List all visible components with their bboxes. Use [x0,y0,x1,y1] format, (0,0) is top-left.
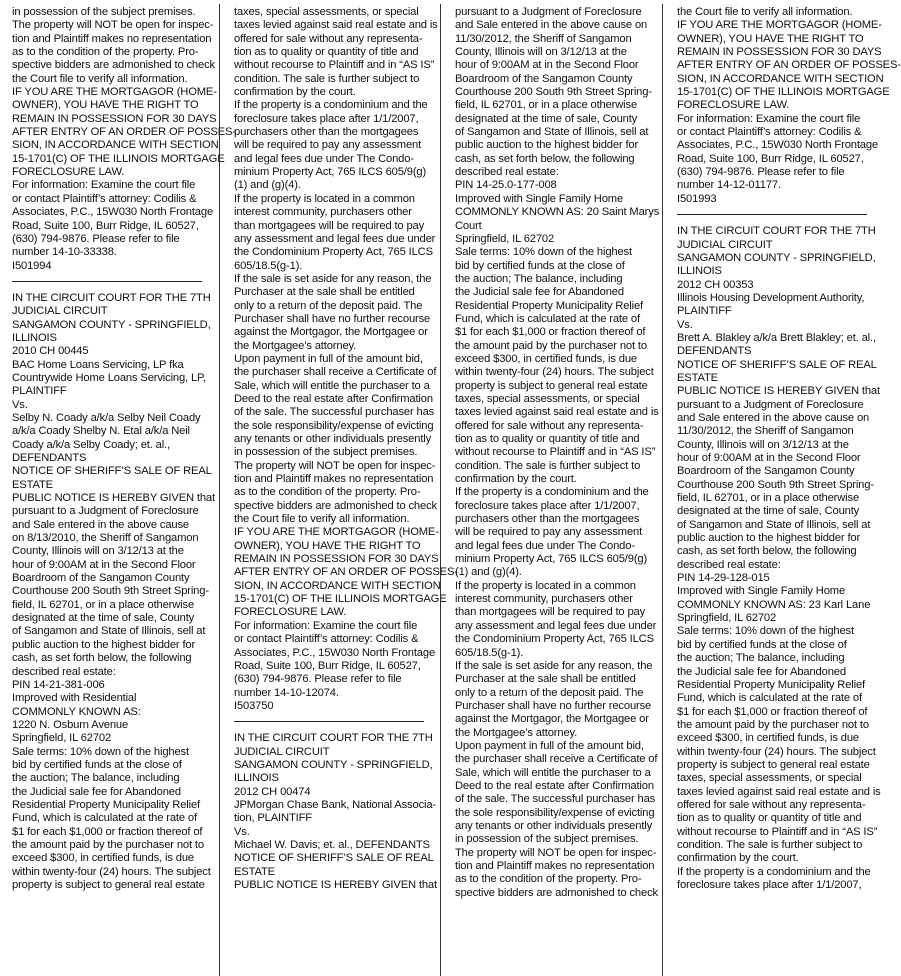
notice-text-line: IF YOU ARE THE MORTGAGOR (HOME- [677,19,882,32]
notice-text-line: If the property is located in a common [234,192,415,205]
notice-text-line: the Court file to verify all information. [12,72,188,85]
notice-text-line: Improved with Residential [12,692,137,705]
notice-text-line: PIN 14-29-128-015 [677,572,770,585]
notice-text-line: designated at the time of sale, County [12,612,195,625]
notice-text-line: 2010 CH 00445 [12,345,89,358]
notice-text-line: 1220 N. Osburn Avenue [12,718,129,731]
notice-text-line: JPMorgan Chase Bank, National Associa- [234,798,436,811]
notice-text-line: If the property is a condominium and the [455,486,649,499]
notice-text-line: REMAIN IN POSSESSION FOR 30 DAYS [234,553,439,566]
notice-text-line: in possession of the subject premises. [234,446,418,459]
notice-text-line: PLAINTIFF [12,385,67,398]
notice-text-line: as to the condition of the property. Pro- [455,873,642,886]
notice-text-line: spective bidders are admonished to check [455,886,658,899]
notice-text-line: condition. The sale is further subject to [677,838,863,851]
notice-text-line: Boardroom of the Sangamon County [677,465,855,478]
notice-separator [677,214,867,215]
column-3 [455,6,660,974]
notice-text-line: Coady a/k/a Selby Coady; et. al., [12,438,170,451]
notice-text-line: Road, Suite 100, Burr Ridge, IL 60527, [677,152,864,165]
notice-text-line: any tenants or other individuals presently [455,819,653,832]
notice-text-line: of Sangamon and State of Illinois, sell at [12,625,206,638]
notice-text-line: taxes, special assessments, or special [677,772,862,785]
notice-text-line: JUDICIAL CIRCUIT [677,238,773,251]
column-4 [677,6,901,974]
notice-text-line: DEFENDANTS [677,345,752,358]
notice-text-line: of Sangamon and State of Illinois, sell at [677,518,871,531]
notice-text-line: Road, Suite 100, Burr Ridge, IL 60527, [234,659,421,672]
notice-text-line: Boardroom of the Sangamon County [455,72,633,85]
notice-text-line: only to a return of the deposit paid. The [234,299,423,312]
notice-text-line: JUDICIAL CIRCUIT [12,305,108,318]
notice-text-line: For information: Examine the court file [677,112,861,125]
notice-text-line: Courthouse 200 South 9th Street Spring- [677,478,874,491]
notice-text-line: or contact Plaintiff’s attorney: Codilis & [234,633,419,646]
notice-text-line: the Condominium Property Act, 765 ILCS [234,246,433,259]
notice-text-line: number 14-10-12074. [234,686,339,699]
notice-text-line: the Court file to verify all information. [234,513,410,526]
notice-text-line: I501994 [12,259,52,272]
notice-text-line: hour of 9:00AM at in the Second Floor [677,452,861,464]
notice-text-line: OWNER), YOU HAVE THE RIGHT TO [234,539,421,552]
notice-text-line: Deed to the real estate after Confirmation [455,779,654,792]
notice-text-line: or contact Plaintiff’s attorney: Codilis & [677,126,862,139]
notice-text-line: If the property is a condominium and the [234,99,428,112]
notice-text-line: taxes, special assessments, or special [455,392,640,405]
notice-text-line: JUDICIAL CIRCUIT [234,745,330,758]
notice-text-line: tion and Plaintiff makes no representation [455,860,655,872]
notice-text-line: (630) 794-9876. Please refer to file [234,673,402,686]
notice-text-line: 605/18.5(g-1). [234,259,303,272]
notice-text-line: described real estate: [455,166,559,179]
notice-text-line: hour of 9:00AM at in the Second Floor [455,59,639,72]
notice-text-line: 2012 CH 00474 [234,785,311,798]
notice-text-line: minium Property Act, 765 ILCS 605/9(g) [234,166,427,179]
notice-text-line: than mortgagees will be required to pay [234,219,425,232]
notice-text-line: Fund, which is calculated at the rate of [12,812,197,825]
notice-text-line: tion as to quality or quantity of title and [677,812,862,825]
notice-text-line: described real estate: [12,665,116,678]
notice-text-line: ESTATE [677,371,718,384]
notice-text-line: Sale, which will entitle the purchaser to a [455,766,651,779]
notice-text-line: interest community, purchasers other [455,593,633,606]
notice-text-line: If the sale is set aside for any reason, the [234,272,432,285]
notice-text-line: IF YOU ARE THE MORTGAGOR (HOME- [234,526,439,539]
notice-text-line: (630) 794-9876. Please refer to file [677,166,845,179]
notice-text-line: 605/18.5(g-1). [455,646,524,659]
notice-text-line: Countrywide Home Loans Servicing, LP, [12,371,206,384]
notice-text-line: 15-1701(C) OF THE ILLINOIS MORTGAGE [234,593,447,606]
notice-text-line: IF YOU ARE THE MORTGAGOR (HOME- [12,86,217,99]
notice-text-line: condition. The sale is further subject to [455,459,641,472]
notice-text-line: (1) and (g)(4). [234,179,301,192]
notice-text-line: AFTER ENTRY OF AN ORDER OF POSSES- [12,126,236,139]
notice-text-line: offered for sale without any representa- [677,798,866,811]
notice-text-line: number 14-10-33338. [12,246,117,259]
notice-text-line: Fund, which is calculated at the rate of [677,692,862,705]
notice-text-line: in possession of the subject premises. [12,6,196,18]
notice-text-line: $1 for each $1,000 or fraction thereof of [455,326,646,339]
notice-text-line: Springfield, IL 62702 [12,732,112,745]
notice-text-line: the Mortgagee’s attorney. [234,339,357,352]
notice-text-line: the amount paid by the purchaser not to [677,718,869,731]
notice-text-line: the auction; The balance, including [12,772,180,785]
notice-text-line: PUBLIC NOTICE IS HEREBY GIVEN that [12,492,215,505]
notice-text-line: and Sale entered in the above cause [12,518,189,531]
notice-text-line: OWNER), YOU HAVE THE RIGHT TO [677,32,864,45]
notice-text-line: AFTER ENTRY OF AN ORDER OF POSSES- [677,59,901,72]
notice-text-line: pursuant to a Judgment of Foreclosure [677,398,864,411]
notice-text-line: 15-1701(C) OF THE ILLINOIS MORTGAGE [677,86,890,99]
notice-text-line: the auction; The balance, including [677,652,845,665]
notice-text-line: $1 for each $1,000 or fraction thereof of [12,825,203,838]
notice-text-line: of the sale. The successful purchaser has [234,406,435,419]
notice-text-line: property is subject to general real estate [12,879,205,891]
notice-text-line: within twenty-four (24) hours. The subject [455,366,654,379]
notice-text-line: taxes levied against said real estate and is [455,406,659,419]
column-divider [662,4,663,976]
notice-text-line: without recourse to Plaintiff and in “AS IS” [455,446,656,459]
notice-text-line: spective bidders are admonished to check [234,499,437,512]
notice-text-line: SION, IN ACCORDANCE WITH SECTION [677,72,884,85]
notice-text-line: The property will NOT be open for inspec- [12,19,214,32]
notice-text-line: Purchaser at the sale shall be entitled [234,286,415,299]
notice-text-line: County, Illinois will on 3/12/13 at the [12,545,184,558]
notice-text-line: PUBLIC NOTICE IS HEREBY GIVEN that [234,879,437,891]
notice-text-line: The property will NOT be open for inspec- [234,459,436,472]
notice-text-line: offered for sale without any representa- [234,32,423,45]
notice-text-line: purchasers other than the mortgagees [455,513,640,526]
notice-text-line: any assessment and legal fees due under [455,619,657,632]
notice-text-line: Residential Property Municipality Relief [677,678,866,691]
notice-text-line: Springfield, IL 62702 [677,612,777,625]
notice-text-line: ESTATE [12,478,53,491]
notice-text-line: NOTICE OF SHERIFF’S SALE OF REAL [234,852,434,865]
notice-text-line: The property will NOT be open for inspec- [455,846,657,859]
notice-text-line: 11/30/2012, the Sheriff of Sangamon [455,32,632,45]
notice-text-line: 15-1701(C) OF THE ILLINOIS MORTGAGE [12,152,225,165]
notice-text-line: taxes levied against said real estate and is [234,19,438,32]
notice-text-line: FORECLOSURE LAW. [234,606,347,619]
notice-text-line: the Condominium Property Act, 765 ILCS [455,633,654,646]
notice-text-line: and legal fees due under The Condo- [234,152,414,165]
notice-text-line: confirmation by the court. [455,473,577,486]
notice-text-line: field, IL 62701, or in a place otherwise [677,492,860,505]
notice-text-line: If the sale is set aside for any reason, the [455,659,653,672]
notice-text-line: bid by certified funds at the close of [455,259,625,272]
notice-text-line: DEFENDANTS [12,452,87,464]
notice-text-line: within twenty-four (24) hours. The subject [12,865,211,878]
notice-text-line: FORECLOSURE LAW. [12,166,125,179]
notice-text-line: foreclosure takes place after 1/1/2007, [234,112,419,125]
notice-text-line: field, IL 62701, or in a place otherwise [455,99,638,112]
notice-text-line: or contact Plaintiff’s attorney: Codilis & [12,192,197,205]
notice-text-line: COMMONLY KNOWN AS: [12,705,141,718]
notice-text-line: PLAINTIFF [677,305,732,318]
notice-text-line: any tenants or other individuals presently [234,433,432,445]
notice-text-line: the sole responsibility/expense of evicting [455,806,655,819]
notice-text-line: Purchaser at the sale shall be entitled [455,673,636,686]
notice-text-line: PIN 14-25.0-177-008 [455,179,557,192]
notice-text-line: taxes, special assessments, or special [234,6,419,18]
notice-text-line: offered for sale without any representa- [455,419,644,432]
notice-text-line: of the sale. The successful purchaser has [455,793,656,806]
notice-text-line: County, Illinois will on 3/12/13 at the [455,46,627,59]
notice-text-line: against the Mortgagor, the Mortgagee or [455,713,649,726]
notice-text-line: Fund, which is calculated at the rate of [455,312,640,325]
notice-text-line: IN THE CIRCUIT COURT FOR THE 7TH [12,291,211,304]
notice-text-line: For information: Examine the court file [234,619,418,632]
notice-text-line: ILLINOIS [12,331,57,344]
notice-text-line: cash, as set forth below, the following [12,652,192,665]
notice-text-line: and Sale entered in the above cause on [455,19,648,32]
notice-text-line: AFTER ENTRY OF AN ORDER OF POSSES- [234,566,458,579]
notice-text-line: FORECLOSURE LAW. [677,99,790,112]
notice-text-line: in possession of the subject premises. [455,833,639,846]
notice-text-line: as to the condition of the property. Pro- [12,46,199,59]
notice-text-line: tion and Plaintiff makes no representation [234,473,434,486]
notice-text-line: interest community, purchasers other [234,206,412,219]
notice-text-line: Associates, P.C., 15W030 North Frontage [677,139,879,152]
notice-text-line: the sole responsibility/expense of evicting [234,419,434,432]
notice-text-line: the amount paid by the purchaser not to [455,339,647,352]
notice-text-line: pursuant to a Judgment of Foreclosure [12,505,199,518]
notice-text-line: the amount paid by the purchaser not to [12,838,204,851]
notice-text-line: Michael W. Davis; et. al., DEFENDANTS [234,838,430,851]
notice-text-line: the Judicial sale fee for Abandoned [677,665,846,678]
notice-text-line: REMAIN IN POSSESSION FOR 30 DAYS [677,46,882,59]
notice-text-line: the Court file to verify all information. [677,6,853,18]
notice-text-line: County, Illinois will on 3/12/13 at the [677,438,849,451]
notice-text-line: If the property is a condominium and the [677,865,871,878]
notice-text-line: the purchaser shall receive a Certificate of [234,366,437,379]
notice-text-line: (1) and (g)(4). [455,566,522,579]
notice-text-line: a/k/a Coady Shelby N. Etal a/k/a Neil [12,425,190,438]
notice-text-line: will be required to pay any assessment [455,526,643,539]
notice-text-line: the Judicial sale fee for Abandoned [12,785,181,798]
notice-text-line: bid by certified funds at the close of [12,758,182,771]
notice-text-line: without recourse to Plaintiff and in “AS IS” [234,59,435,72]
notice-text-line: Road, Suite 100, Burr Ridge, IL 60527, [12,219,199,232]
notice-text-line: If the property is located in a common [455,579,636,592]
notice-text-line: Courthouse 200 South 9th Street Spring- [12,585,209,598]
notice-text-line: SANGAMON COUNTY - SPRINGFIELD, [234,758,433,771]
notice-text-line: public auction to the highest bidder for [455,139,639,152]
notice-text-line: spective bidders are admonished to check [12,59,215,72]
notice-text-line: minium Property Act, 765 ILCS 605/9(g) [455,553,648,566]
notice-text-line: (630) 794-9876. Please refer to file [12,232,180,245]
notice-text-line: condition. The sale is further subject to [234,72,420,85]
notice-text-line: taxes levied against said real estate and is [677,785,881,798]
notice-text-line: hour of 9:00AM at in the Second Floor [12,558,196,571]
notice-text-line: Springfield, IL 62702 [455,232,555,245]
column-1 [12,6,236,974]
notice-text-line: and Sale entered in the above cause on [677,411,870,424]
notice-text-line: Sale terms: 10% down of the highest [12,745,189,758]
notice-text-line: on 8/13/2010, the Sheriff of Sangamon [12,532,199,545]
notice-text-line: without recourse to Plaintiff and in “AS IS” [677,825,878,838]
notice-text-line: Residential Property Municipality Relief [12,798,201,811]
notice-text-line: tion and Plaintiff makes no representation [12,32,212,45]
notice-text-line: against the Mortgagor, the Mortgagee or [234,326,428,339]
notice-separator [12,281,202,282]
notice-text-line: Courthouse 200 South 9th Street Spring- [455,86,652,99]
notice-text-line: tion as to quality or quantity of title and [455,433,640,445]
notice-text-line: foreclosure takes place after 1/1/2007, [677,879,862,891]
notice-text-line: ESTATE [234,865,275,878]
notice-text-line: any assessment and legal fees due under [234,232,436,245]
notice-text-line: property is subject to general real estate [677,758,870,771]
notice-text-line: Associates, P.C., 15W030 North Frontage [12,206,214,219]
notice-text-line: than mortgagees will be required to pay [455,606,646,619]
notice-text-line: exceed $300, in certified funds, is due [12,852,194,865]
notice-text-line: Vs. [12,398,28,411]
notice-text-line: 11/30/2012, the Sheriff of Sangamon [677,425,854,438]
notice-text-line: OWNER), YOU HAVE THE RIGHT TO [12,99,199,112]
notice-text-line: I503750 [234,699,274,712]
notice-text-line: exceed $300, in certified funds, is due [455,352,637,365]
column-2 [234,6,458,974]
notice-text-line: as to the condition of the property. Pro- [234,486,421,499]
notice-text-line: Associates, P.C., 15W030 North Frontage [234,646,436,659]
notice-text-line: Upon payment in full of the amount bid, [455,739,644,752]
notice-text-line: Selby N. Coady a/k/a Selby Neil Coady [12,411,201,424]
notice-text-line: Court [455,219,482,232]
notice-text-line: the Judicial sale fee for Abandoned [455,286,624,299]
notice-text-line: NOTICE OF SHERIFF’S SALE OF REAL [12,465,212,478]
notice-text-line: ILLINOIS [677,265,722,278]
notice-text-line: Purchaser shall have no further recourse [234,312,431,325]
notice-text-line: the auction; The balance, including [455,272,623,285]
notice-text-line: IN THE CIRCUIT COURT FOR THE 7TH [234,732,433,745]
notice-text-line: Illinois Housing Development Authority, [677,291,865,304]
notice-text-line: BAC Home Loans Servicing, LP fka [12,358,184,371]
notice-text-line: designated at the time of sale, County [455,112,638,125]
notice-text-line: Improved with Single Family Home [677,585,846,598]
notice-text-line: Brett A. Blakley a/k/a Brett Blakley; et. al., [677,331,876,344]
notice-text-line: described real estate: [677,558,781,571]
column-divider [440,4,441,976]
notice-text-line: will be required to pay any assessment [234,139,422,152]
notice-text-line: PIN 14-21-381-006 [12,678,105,691]
notice-text-line: $1 for each $1,000 or fraction thereof of [677,705,868,718]
notice-text-line: Sale terms: 10% down of the highest [455,246,632,259]
notice-text-line: of Sangamon and State of Illinois, sell at [455,126,649,139]
notice-text-line: designated at the time of sale, County [677,505,860,518]
notice-text-line: 2012 CH 00353 [677,278,754,291]
notice-text-line: public auction to the highest bidder for [677,532,861,545]
notice-text-line: confirmation by the court. [234,86,356,99]
notice-text-line: SANGAMON COUNTY - SPRINGFIELD, [12,318,211,331]
notice-text-line: tion as to quality or quantity of title and [234,46,419,59]
notice-text-line: REMAIN IN POSSESSION FOR 30 DAYS [12,112,217,125]
notice-text-line: Upon payment in full of the amount bid, [234,352,423,365]
notice-text-line: Sale, which will entitle the purchaser to a [234,379,430,392]
notice-text-line: SANGAMON COUNTY - SPRINGFIELD, [677,251,876,264]
column-divider [219,4,220,976]
notice-text-line: Residential Property Municipality Relief [455,299,644,312]
notice-text-line: Vs. [234,825,250,838]
notice-text-line: Deed to the real estate after Confirmation [234,392,433,405]
notice-text-line: only to a return of the deposit paid. The [455,686,644,699]
notice-text-line: Sale terms: 10% down of the highest [677,625,854,638]
notice-text-line: and legal fees due under The Condo- [455,539,635,552]
notice-text-line: exceed $300, in certified funds, is due [677,732,859,745]
notice-text-line: number 14-12-01177. [677,179,781,192]
notice-text-line: COMMONLY KNOWN AS: 23 Karl Lane [677,598,871,611]
notice-text-line: IN THE CIRCUIT COURT FOR THE 7TH [677,225,876,238]
notice-separator [234,721,424,722]
notice-text-line: the purchaser shall receive a Certificate of [455,753,658,766]
notice-text-line: foreclosure takes place after 1/1/2007, [455,499,640,512]
notice-text-line: NOTICE OF SHERIFF’S SALE OF REAL [677,358,877,371]
notice-text-line: Boardroom of the Sangamon County [12,572,190,585]
notice-text-line: cash, as set forth below, the following [677,545,857,558]
notice-text-line: property is subject to general real estate [455,379,648,392]
notice-text-line: For information: Examine the court file [12,179,196,192]
notice-text-line: bid by certified funds at the close of [677,638,847,651]
notice-text-line: purchasers other than the mortgagees [234,126,419,139]
notice-text-line: PUBLIC NOTICE IS HEREBY GIVEN that [677,385,880,398]
notice-text-line: COMMONLY KNOWN AS: 20 Saint Marys [455,206,660,219]
notice-text-line: SION, IN ACCORDANCE WITH SECTION [12,139,219,152]
notice-text-line: field, IL 62701, or in a place otherwise [12,598,195,611]
notice-text-line: within twenty-four (24) hours. The subject [677,745,876,758]
notice-text-line: pursuant to a Judgment of Foreclosure [455,6,642,18]
notice-text-line: confirmation by the court. [677,852,799,865]
notice-text-line: public auction to the highest bidder for [12,638,196,651]
notice-text-line: the Mortgagee’s attorney. [455,726,578,739]
notice-text-line: tion, PLAINTIFF [234,812,312,825]
notice-text-line: Vs. [677,318,693,331]
notice-text-line: cash, as set forth below, the following [455,152,635,165]
notice-text-line: ILLINOIS [234,772,279,785]
notice-text-line: SION, IN ACCORDANCE WITH SECTION [234,579,441,592]
notice-text-line: I501993 [677,192,717,205]
notice-text-line: Purchaser shall have no further recourse [455,699,652,712]
notice-text-line: Improved with Single Family Home [455,192,624,205]
